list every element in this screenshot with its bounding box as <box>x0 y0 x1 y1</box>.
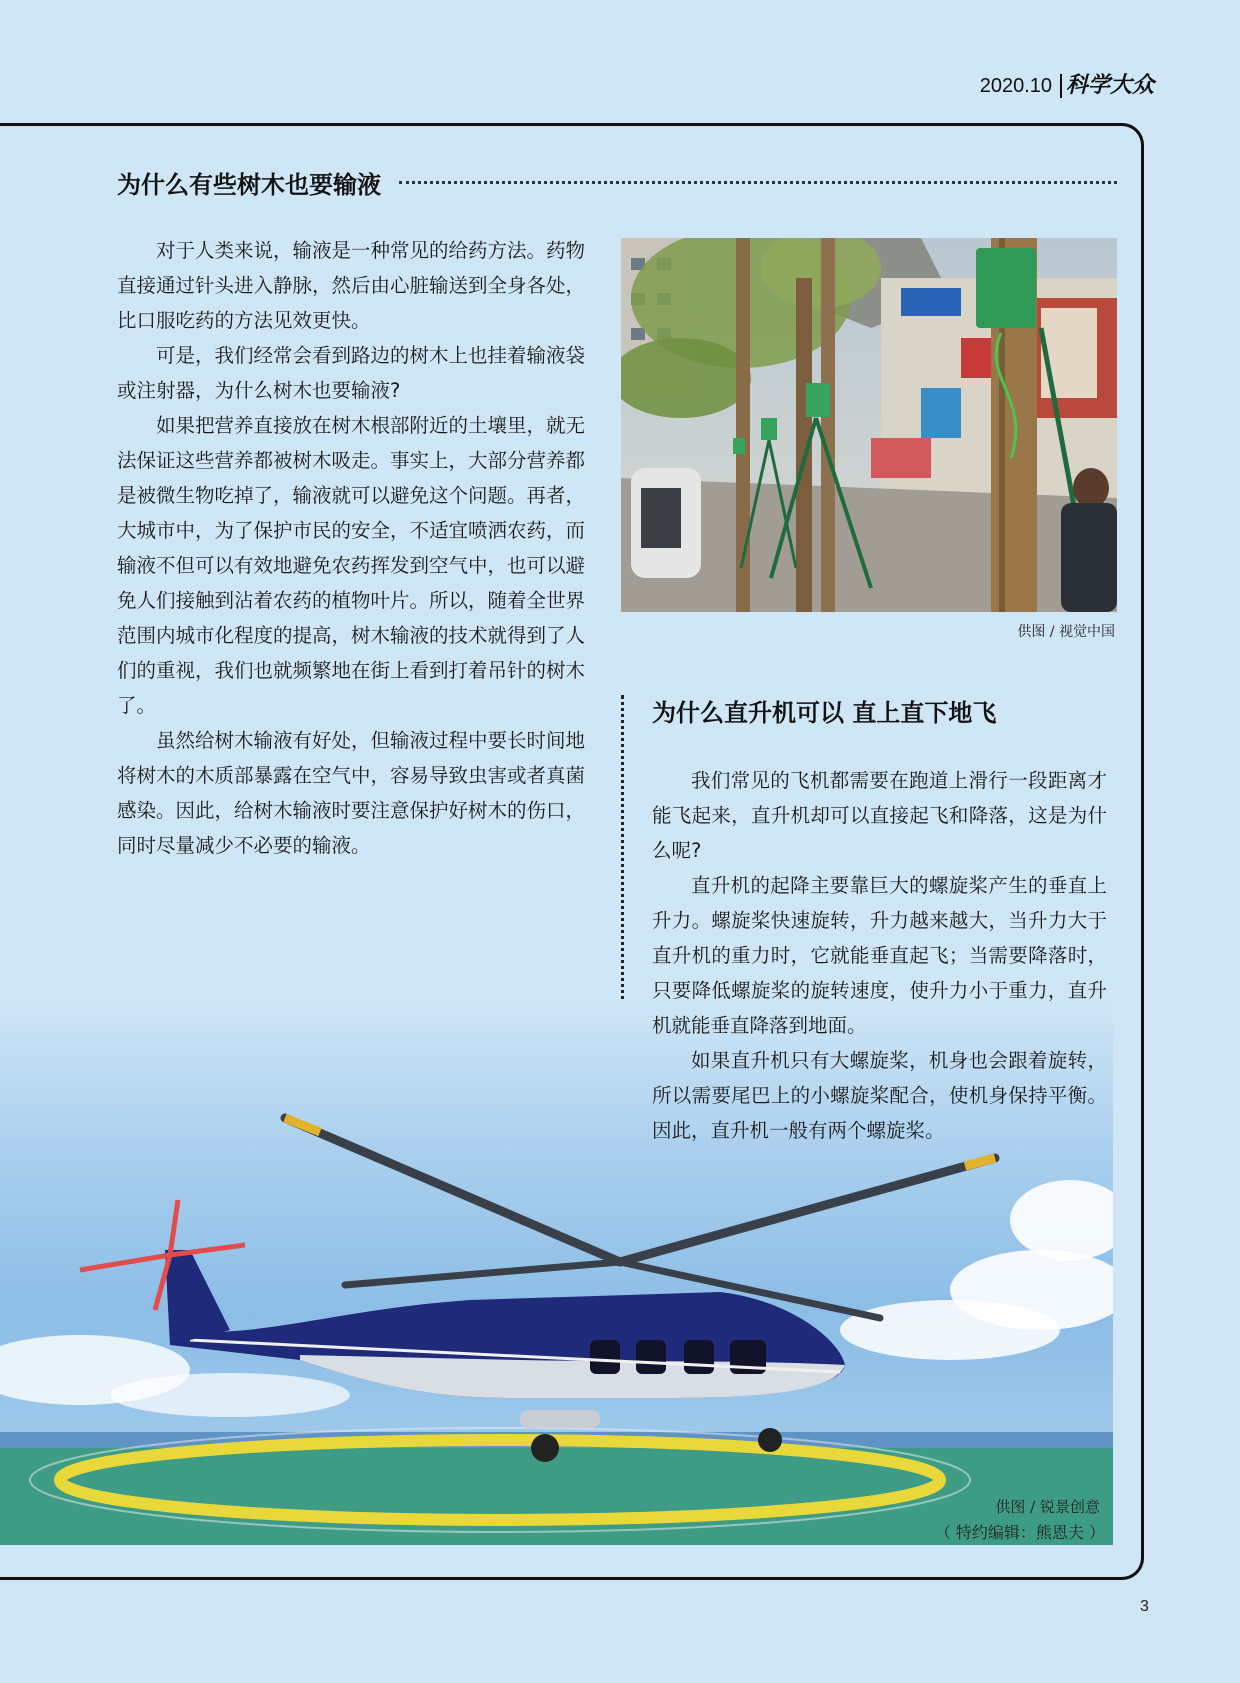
special-editor-note: （ 特约编辑：熊恩夫 ） <box>934 1523 1105 1542</box>
section1-paragraph-1: 对于人类来说，输液是一种常见的给药方法。药物直接通过针头进入静脉，然后由心脏输送到全身各处，比口服吃药的方法见效更快。 <box>117 239 586 332</box>
section2-body <box>652 763 1107 1148</box>
section2-title: 为什么直升机可以 直上直下地飞 <box>652 699 997 727</box>
section1-paragraph-4: 虽然给树木输液有好处，但输液过程中要长时间地将树木的木质部暴露在空气中，容易导致虫害或者真菌感染。因此，给树木输液时要注意保护好树木的伤口，同时尽量减少不必要的输液。 <box>117 729 586 857</box>
title-dotted-rule <box>399 181 1117 184</box>
section1-paragraph-2: 可是，我们经常会看到路边的树木上也挂着输液袋或注射器，为什么树木也要输液? <box>117 344 586 402</box>
magazine-logo: 科学大众 <box>1065 72 1154 98</box>
issue-date: 2020.10 <box>980 74 1062 98</box>
section1-heading <box>117 164 1117 200</box>
section2-paragraph-1: 我们常见的飞机都需要在跑道上滑行一段距离才能飞起来，直升机却可以直接起飞和降落，这是为什么呢? <box>652 769 1107 862</box>
tree-photo-illustration <box>621 238 1117 612</box>
tree-infusion-photo <box>621 238 1117 612</box>
section2-paragraph-3: 如果直升机只有大螺旋桨，机身也会跟着旋转，所以需要尾巴上的小螺旋桨配合，使机身保持平衡。因此，直升机一般有两个螺旋桨。 <box>652 1049 1107 1142</box>
section1-title: 为什么有些树木也要输液 <box>117 170 381 199</box>
section2-paragraph-2: 直升机的起降主要靠巨大的螺旋桨产生的垂直上升力。螺旋桨快速旋转，升力越来越大，当升力大于直升机的重力时，它就能垂直起飞；当需要降落时，只要降低螺旋桨的旋转速度，使升力小于重力，直升机就能垂直降落到地面。 <box>652 874 1107 1037</box>
section1-body <box>117 233 585 863</box>
helicopter-photo-credit: 供图 / 锐景创意 <box>995 1498 1100 1516</box>
section1-paragraph-3: 如果把营养直接放在树木根部附近的土壤里，就无法保证这些营养都被树木吸走。事实上，大部分营养都是被微生物吃掉了，输液就可以避免这个问题。再者，大城市中，为了保护市民的安全，不适宜喷洒农药，而输液不但可以有效地避免农药挥发到空气中，也可以避免人们接触到沾着农药的植物叶片。所以，随着全世界范围内城市化程度的提高，树木输液的技术就得到了人们的重视，我们也就频繁地在街上看到打着吊针的树木了。 <box>117 414 586 717</box>
tree-photo-credit: 供图 / 视觉中国 <box>1017 624 1115 640</box>
page-number: 3 <box>1140 1598 1149 1615</box>
